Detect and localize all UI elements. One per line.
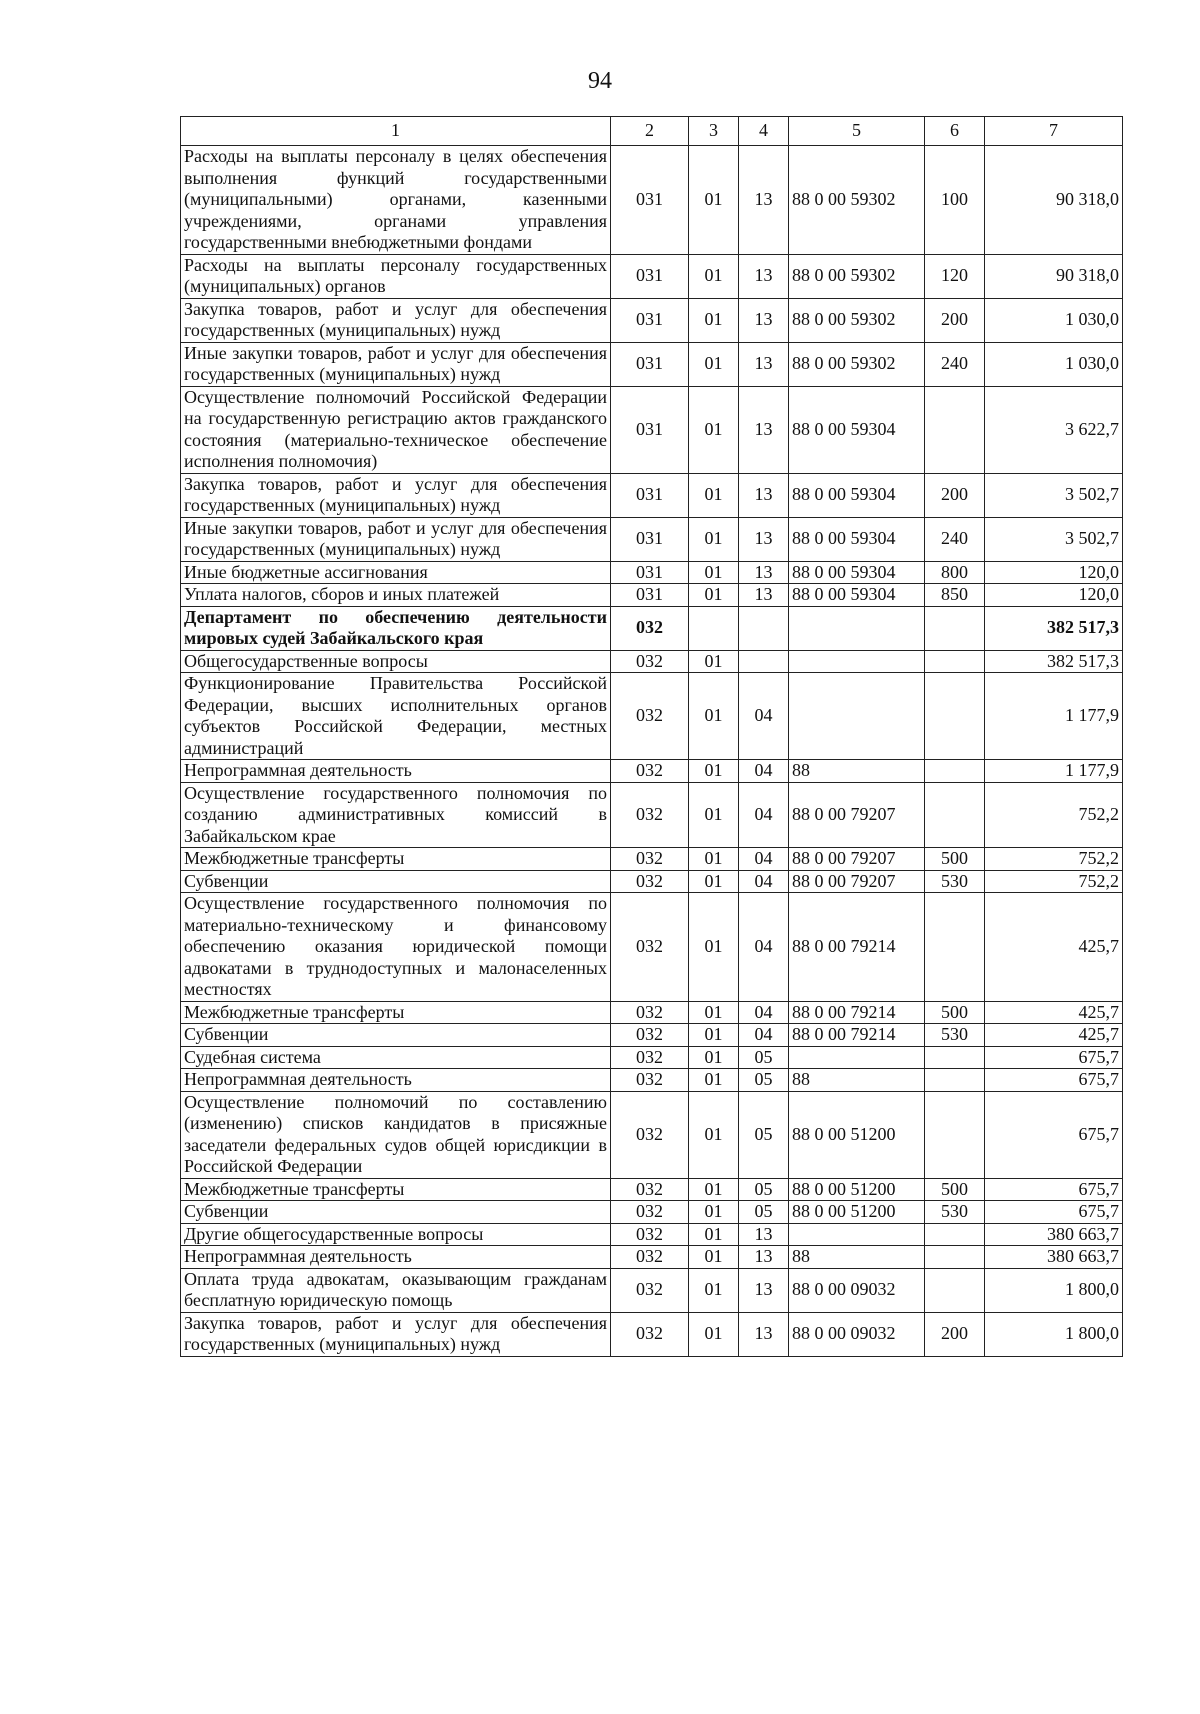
row-amount-cell: 425,7 bbox=[985, 1001, 1123, 1024]
header-cell: 2 bbox=[611, 117, 689, 146]
row-code-cell: 032 bbox=[611, 1223, 689, 1246]
row-expense-type-cell: 240 bbox=[925, 517, 985, 561]
row-section-cell: 01 bbox=[689, 561, 739, 584]
row-subsection-cell: 13 bbox=[739, 1246, 789, 1269]
row-expense-type-cell: 200 bbox=[925, 298, 985, 342]
row-name-cell: Субвенции bbox=[181, 870, 611, 893]
row-amount-cell: 90 318,0 bbox=[985, 146, 1123, 255]
row-name-cell: Непрограммная деятельность bbox=[181, 1069, 611, 1092]
row-target-code-cell bbox=[789, 606, 925, 650]
row-expense-type-cell: 500 bbox=[925, 1178, 985, 1201]
row-target-code-cell: 88 0 00 79214 bbox=[789, 1001, 925, 1024]
budget-table bbox=[180, 116, 1123, 1357]
row-code-cell: 032 bbox=[611, 1024, 689, 1047]
row-subsection-cell: 04 bbox=[739, 782, 789, 848]
row-subsection-cell: 13 bbox=[739, 1268, 789, 1312]
row-name-cell: Осуществление полномочий Российской Федерации на государственную регистрацию актов гражданского состояния (материально-техническое обеспечение исполнения полномочия) bbox=[181, 386, 611, 473]
row-section-cell: 01 bbox=[689, 1312, 739, 1356]
row-name-cell: Осуществление государственного полномочия по созданию административных комиссий в Забайкальском крае bbox=[181, 782, 611, 848]
row-target-code-cell: 88 0 00 59302 bbox=[789, 254, 925, 298]
table-row bbox=[181, 1178, 1123, 1201]
row-target-code-cell: 88 bbox=[789, 1246, 925, 1269]
row-subsection-cell: 13 bbox=[739, 584, 789, 607]
row-amount-cell: 382 517,3 bbox=[985, 606, 1123, 650]
row-code-cell: 031 bbox=[611, 298, 689, 342]
row-amount-cell: 425,7 bbox=[985, 1024, 1123, 1047]
table-row bbox=[181, 1201, 1123, 1224]
row-expense-type-cell: 240 bbox=[925, 342, 985, 386]
row-section-cell: 01 bbox=[689, 1178, 739, 1201]
table-row bbox=[181, 298, 1123, 342]
row-subsection-cell: 13 bbox=[739, 561, 789, 584]
row-amount-cell: 90 318,0 bbox=[985, 254, 1123, 298]
row-name-cell: Закупка товаров, работ и услуг для обеспечения государственных (муниципальных) нужд bbox=[181, 473, 611, 517]
row-section-cell: 01 bbox=[689, 1001, 739, 1024]
row-section-cell: 01 bbox=[689, 1246, 739, 1269]
row-amount-cell: 675,7 bbox=[985, 1069, 1123, 1092]
row-code-cell: 032 bbox=[611, 650, 689, 673]
row-code-cell: 032 bbox=[611, 1312, 689, 1356]
row-amount-cell: 1 177,9 bbox=[985, 673, 1123, 760]
row-name-cell: Межбюджетные трансферты bbox=[181, 1001, 611, 1024]
row-code-cell: 032 bbox=[611, 606, 689, 650]
row-section-cell: 01 bbox=[689, 386, 739, 473]
row-amount-cell: 675,7 bbox=[985, 1201, 1123, 1224]
row-expense-type-cell: 500 bbox=[925, 1001, 985, 1024]
row-section-cell: 01 bbox=[689, 760, 739, 783]
row-expense-type-cell bbox=[925, 650, 985, 673]
row-code-cell: 032 bbox=[611, 893, 689, 1002]
table-row bbox=[181, 386, 1123, 473]
table-row bbox=[181, 848, 1123, 871]
row-section-cell: 01 bbox=[689, 584, 739, 607]
row-expense-type-cell: 200 bbox=[925, 473, 985, 517]
row-subsection-cell: 05 bbox=[739, 1046, 789, 1069]
row-code-cell: 031 bbox=[611, 517, 689, 561]
row-target-code-cell: 88 0 00 59304 bbox=[789, 561, 925, 584]
row-subsection-cell: 04 bbox=[739, 1001, 789, 1024]
row-name-cell: Другие общегосударственные вопросы bbox=[181, 1223, 611, 1246]
row-amount-cell: 1 030,0 bbox=[985, 298, 1123, 342]
row-subsection-cell: 05 bbox=[739, 1201, 789, 1224]
row-expense-type-cell bbox=[925, 1046, 985, 1069]
row-code-cell: 031 bbox=[611, 254, 689, 298]
row-section-cell bbox=[689, 606, 739, 650]
row-target-code-cell: 88 0 00 59304 bbox=[789, 473, 925, 517]
row-code-cell: 032 bbox=[611, 1069, 689, 1092]
row-section-cell: 01 bbox=[689, 1069, 739, 1092]
table-row bbox=[181, 146, 1123, 255]
header-cell: 7 bbox=[985, 117, 1123, 146]
row-amount-cell: 425,7 bbox=[985, 893, 1123, 1002]
row-code-cell: 032 bbox=[611, 1001, 689, 1024]
row-subsection-cell: 04 bbox=[739, 760, 789, 783]
row-target-code-cell: 88 0 00 79207 bbox=[789, 848, 925, 871]
row-amount-cell: 1 800,0 bbox=[985, 1312, 1123, 1356]
row-code-cell: 032 bbox=[611, 1246, 689, 1269]
table-row bbox=[181, 1046, 1123, 1069]
row-name-cell: Субвенции bbox=[181, 1201, 611, 1224]
row-expense-type-cell bbox=[925, 782, 985, 848]
row-name-cell: Межбюджетные трансферты bbox=[181, 848, 611, 871]
table-row bbox=[181, 1001, 1123, 1024]
row-amount-cell: 752,2 bbox=[985, 870, 1123, 893]
row-subsection-cell: 13 bbox=[739, 298, 789, 342]
row-target-code-cell: 88 0 00 09032 bbox=[789, 1312, 925, 1356]
row-amount-cell: 752,2 bbox=[985, 782, 1123, 848]
row-amount-cell: 382 517,3 bbox=[985, 650, 1123, 673]
row-name-cell: Расходы на выплаты персоналу в целях обеспечения выполнения функций государственными (муниципальными) органами, казенными учреждениями, органами управления государственными внебюджетными фондами bbox=[181, 146, 611, 255]
row-expense-type-cell bbox=[925, 1268, 985, 1312]
row-name-cell: Закупка товаров, работ и услуг для обеспечения государственных (муниципальных) нужд bbox=[181, 1312, 611, 1356]
row-target-code-cell: 88 bbox=[789, 1069, 925, 1092]
row-target-code-cell: 88 0 00 79214 bbox=[789, 893, 925, 1002]
row-target-code-cell bbox=[789, 1223, 925, 1246]
row-section-cell: 01 bbox=[689, 673, 739, 760]
row-expense-type-cell bbox=[925, 606, 985, 650]
row-subsection-cell: 05 bbox=[739, 1069, 789, 1092]
row-section-cell: 01 bbox=[689, 1223, 739, 1246]
row-name-cell: Осуществление государственного полномочия по материально-техническому и финансовому обеспечению оказания юридической помощи адвокатами в труднодоступных и малонаселенных местностях bbox=[181, 893, 611, 1002]
row-expense-type-cell bbox=[925, 386, 985, 473]
row-code-cell: 032 bbox=[611, 1046, 689, 1069]
table-row bbox=[181, 342, 1123, 386]
row-name-cell: Судебная система bbox=[181, 1046, 611, 1069]
row-section-cell: 01 bbox=[689, 1091, 739, 1178]
row-expense-type-cell: 120 bbox=[925, 254, 985, 298]
row-name-cell: Осуществление полномочий по составлению (изменению) списков кандидатов в присяжные заседатели федеральных судов общей юрисдикции в Российской Федерации bbox=[181, 1091, 611, 1178]
row-expense-type-cell: 530 bbox=[925, 1024, 985, 1047]
row-amount-cell: 1 177,9 bbox=[985, 760, 1123, 783]
row-target-code-cell bbox=[789, 673, 925, 760]
table-row bbox=[181, 1223, 1123, 1246]
row-section-cell: 01 bbox=[689, 870, 739, 893]
row-target-code-cell: 88 0 00 51200 bbox=[789, 1178, 925, 1201]
page-number: 94 bbox=[588, 68, 612, 94]
row-name-cell: Функционирование Правительства Российской Федерации, высших исполнительных органов субъектов Российской Федерации, местных администраций bbox=[181, 673, 611, 760]
row-code-cell: 032 bbox=[611, 848, 689, 871]
table-row bbox=[181, 473, 1123, 517]
row-section-cell: 01 bbox=[689, 1024, 739, 1047]
table-row bbox=[181, 254, 1123, 298]
table-row bbox=[181, 517, 1123, 561]
row-section-cell: 01 bbox=[689, 782, 739, 848]
row-target-code-cell: 88 bbox=[789, 760, 925, 783]
row-target-code-cell: 88 0 00 59302 bbox=[789, 342, 925, 386]
row-target-code-cell: 88 0 00 51200 bbox=[789, 1091, 925, 1178]
table-row bbox=[181, 584, 1123, 607]
header-cell: 6 bbox=[925, 117, 985, 146]
header-cell: 5 bbox=[789, 117, 925, 146]
table-row bbox=[181, 561, 1123, 584]
row-subsection-cell: 13 bbox=[739, 1312, 789, 1356]
row-expense-type-cell: 100 bbox=[925, 146, 985, 255]
row-code-cell: 031 bbox=[611, 584, 689, 607]
row-target-code-cell: 88 0 00 59302 bbox=[789, 298, 925, 342]
row-target-code-cell: 88 0 00 09032 bbox=[789, 1268, 925, 1312]
table-row bbox=[181, 1268, 1123, 1312]
row-name-cell: Департамент по обеспечению деятельности мировых судей Забайкальского края bbox=[181, 606, 611, 650]
row-name-cell: Общегосударственные вопросы bbox=[181, 650, 611, 673]
row-amount-cell: 3 622,7 bbox=[985, 386, 1123, 473]
row-name-cell: Расходы на выплаты персоналу государственных (муниципальных) органов bbox=[181, 254, 611, 298]
row-code-cell: 032 bbox=[611, 673, 689, 760]
row-target-code-cell: 88 0 00 59304 bbox=[789, 584, 925, 607]
row-name-cell: Непрограммная деятельность bbox=[181, 760, 611, 783]
row-section-cell: 01 bbox=[689, 473, 739, 517]
row-target-code-cell: 88 0 00 79207 bbox=[789, 782, 925, 848]
row-expense-type-cell: 200 bbox=[925, 1312, 985, 1356]
row-code-cell: 031 bbox=[611, 386, 689, 473]
row-target-code-cell bbox=[789, 650, 925, 673]
row-subsection-cell: 13 bbox=[739, 146, 789, 255]
row-subsection-cell bbox=[739, 606, 789, 650]
row-amount-cell: 3 502,7 bbox=[985, 473, 1123, 517]
row-code-cell: 031 bbox=[611, 561, 689, 584]
row-code-cell: 032 bbox=[611, 1201, 689, 1224]
row-target-code-cell: 88 0 00 59302 bbox=[789, 146, 925, 255]
row-amount-cell: 3 502,7 bbox=[985, 517, 1123, 561]
row-expense-type-cell bbox=[925, 1069, 985, 1092]
row-name-cell: Субвенции bbox=[181, 1024, 611, 1047]
row-section-cell: 01 bbox=[689, 298, 739, 342]
row-amount-cell: 752,2 bbox=[985, 848, 1123, 871]
row-name-cell: Непрограммная деятельность bbox=[181, 1246, 611, 1269]
header-cell: 4 bbox=[739, 117, 789, 146]
row-amount-cell: 675,7 bbox=[985, 1091, 1123, 1178]
row-subsection-cell: 13 bbox=[739, 1223, 789, 1246]
row-name-cell: Иные закупки товаров, работ и услуг для обеспечения государственных (муниципальных) нужд bbox=[181, 342, 611, 386]
row-subsection-cell: 04 bbox=[739, 1024, 789, 1047]
row-name-cell: Иные закупки товаров, работ и услуг для обеспечения государственных (муниципальных) нужд bbox=[181, 517, 611, 561]
row-name-cell: Оплата труда адвокатам, оказывающим гражданам бесплатную юридическую помощь bbox=[181, 1268, 611, 1312]
row-code-cell: 032 bbox=[611, 870, 689, 893]
row-code-cell: 032 bbox=[611, 1268, 689, 1312]
row-subsection-cell: 13 bbox=[739, 254, 789, 298]
table-row bbox=[181, 1069, 1123, 1092]
row-amount-cell: 380 663,7 bbox=[985, 1246, 1123, 1269]
row-section-cell: 01 bbox=[689, 1201, 739, 1224]
row-section-cell: 01 bbox=[689, 848, 739, 871]
row-target-code-cell: 88 0 00 79214 bbox=[789, 1024, 925, 1047]
table-row bbox=[181, 606, 1123, 650]
row-expense-type-cell bbox=[925, 1223, 985, 1246]
row-section-cell: 01 bbox=[689, 893, 739, 1002]
row-subsection-cell bbox=[739, 650, 789, 673]
row-amount-cell: 1 800,0 bbox=[985, 1268, 1123, 1312]
row-section-cell: 01 bbox=[689, 650, 739, 673]
row-subsection-cell: 13 bbox=[739, 473, 789, 517]
row-section-cell: 01 bbox=[689, 1046, 739, 1069]
table-row bbox=[181, 1091, 1123, 1178]
row-subsection-cell: 04 bbox=[739, 893, 789, 1002]
row-subsection-cell: 05 bbox=[739, 1091, 789, 1178]
row-amount-cell: 675,7 bbox=[985, 1178, 1123, 1201]
row-expense-type-cell bbox=[925, 893, 985, 1002]
row-code-cell: 031 bbox=[611, 146, 689, 255]
row-expense-type-cell bbox=[925, 673, 985, 760]
row-section-cell: 01 bbox=[689, 254, 739, 298]
row-expense-type-cell bbox=[925, 1246, 985, 1269]
row-expense-type-cell: 500 bbox=[925, 848, 985, 871]
row-expense-type-cell bbox=[925, 1091, 985, 1178]
table-row bbox=[181, 893, 1123, 1002]
row-subsection-cell: 05 bbox=[739, 1178, 789, 1201]
row-section-cell: 01 bbox=[689, 342, 739, 386]
table-header-row bbox=[181, 117, 1123, 146]
row-subsection-cell: 13 bbox=[739, 342, 789, 386]
row-subsection-cell: 04 bbox=[739, 673, 789, 760]
row-section-cell: 01 bbox=[689, 146, 739, 255]
table-row bbox=[181, 782, 1123, 848]
row-subsection-cell: 04 bbox=[739, 848, 789, 871]
row-code-cell: 032 bbox=[611, 1178, 689, 1201]
row-code-cell: 032 bbox=[611, 782, 689, 848]
row-amount-cell: 120,0 bbox=[985, 584, 1123, 607]
table-row bbox=[181, 1024, 1123, 1047]
table-row bbox=[181, 650, 1123, 673]
row-expense-type-cell: 850 bbox=[925, 584, 985, 607]
row-target-code-cell: 88 0 00 59304 bbox=[789, 386, 925, 473]
row-expense-type-cell: 530 bbox=[925, 1201, 985, 1224]
row-subsection-cell: 13 bbox=[739, 386, 789, 473]
header-cell: 1 bbox=[181, 117, 611, 146]
row-amount-cell: 1 030,0 bbox=[985, 342, 1123, 386]
row-amount-cell: 120,0 bbox=[985, 561, 1123, 584]
row-name-cell: Закупка товаров, работ и услуг для обеспечения государственных (муниципальных) нужд bbox=[181, 298, 611, 342]
table-row bbox=[181, 1246, 1123, 1269]
row-name-cell: Уплата налогов, сборов и иных платежей bbox=[181, 584, 611, 607]
row-target-code-cell: 88 0 00 51200 bbox=[789, 1201, 925, 1224]
table-row bbox=[181, 760, 1123, 783]
row-amount-cell: 380 663,7 bbox=[985, 1223, 1123, 1246]
row-subsection-cell: 04 bbox=[739, 870, 789, 893]
table-row bbox=[181, 870, 1123, 893]
table-row bbox=[181, 673, 1123, 760]
row-expense-type-cell bbox=[925, 760, 985, 783]
row-section-cell: 01 bbox=[689, 517, 739, 561]
row-subsection-cell: 13 bbox=[739, 517, 789, 561]
row-section-cell: 01 bbox=[689, 1268, 739, 1312]
row-code-cell: 032 bbox=[611, 1091, 689, 1178]
row-target-code-cell: 88 0 00 59304 bbox=[789, 517, 925, 561]
table-row bbox=[181, 1312, 1123, 1356]
row-code-cell: 032 bbox=[611, 760, 689, 783]
row-target-code-cell: 88 0 00 79207 bbox=[789, 870, 925, 893]
row-target-code-cell bbox=[789, 1046, 925, 1069]
row-code-cell: 031 bbox=[611, 473, 689, 517]
row-code-cell: 031 bbox=[611, 342, 689, 386]
row-expense-type-cell: 530 bbox=[925, 870, 985, 893]
row-name-cell: Иные бюджетные ассигнования bbox=[181, 561, 611, 584]
row-expense-type-cell: 800 bbox=[925, 561, 985, 584]
row-amount-cell: 675,7 bbox=[985, 1046, 1123, 1069]
header-cell: 3 bbox=[689, 117, 739, 146]
row-name-cell: Межбюджетные трансферты bbox=[181, 1178, 611, 1201]
